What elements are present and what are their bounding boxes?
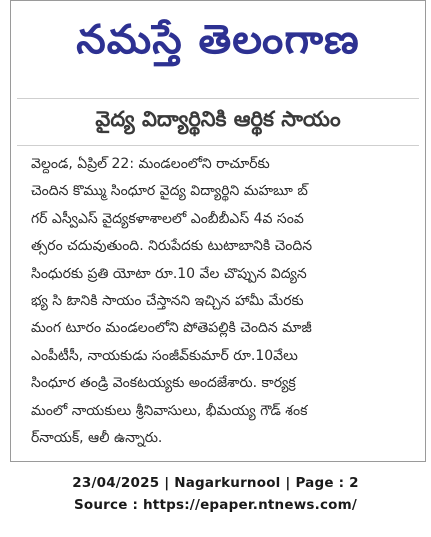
masthead-title: నమస్తే తెలంగాణ (76, 17, 360, 63)
news-clipping (10, 0, 426, 462)
article-line: వెల్దండ, ఏప్రిల్ 22: మండలంలోని రాచూర్‌కు (31, 156, 270, 172)
article-line: గర్ ఎస్వీఎస్ వైద్యకళాశాలలో ఎంబీబీఎస్ 4వ సంవ (31, 210, 304, 227)
article-line: భ్య సి ఓానికి సాయం చేస్తానని ఇచ్చిన హామీ మేరకు (31, 292, 304, 309)
article-line: సింధూర తండ్రి వెంకటయ్యకు అందజేశారు. కార్యక్ర (31, 375, 296, 392)
headline-bar (17, 98, 419, 146)
article-body (31, 151, 403, 452)
newspaper-masthead (17, 5, 419, 85)
article-line: మంగ టూరం మండలంలోని పోతెపల్లికి చెందిన మాజీ (31, 320, 312, 337)
article-line: ర్‌నాయక్, ఆలీ ఉన్నారు. (31, 429, 163, 446)
footer-date-line: 23/04/2025 | Nagarkurnool | Page : 2 (72, 475, 359, 491)
footer-source-line: Source : https://epaper.ntnews.com/ (73, 497, 358, 513)
article-line: త్సరం చదువుతుంది. నిరుపేదకు టుటాబానికి చెందిన (31, 238, 313, 255)
article-line: చెందిన కొమ్ము సింధూర వైద్య విద్యార్థిని మహబూ బ్ (31, 183, 308, 200)
article-headline: వైద్య విద్యార్థినికి ఆర్థిక సాయం (95, 107, 341, 131)
article-line: మంలో నాయకులు శ్రీనివాసులు, భీమయ్య గౌడ్ శంక (31, 402, 308, 419)
article-line: సింధురకు ప్రతి యోటా రూ.10 వేల చొప్పున విద్యన (31, 265, 307, 282)
article-line: ఎంపీటీసీ, నాయకుడు సంజీవ్‌కుమార్ రూ.10వేలు (31, 347, 298, 364)
